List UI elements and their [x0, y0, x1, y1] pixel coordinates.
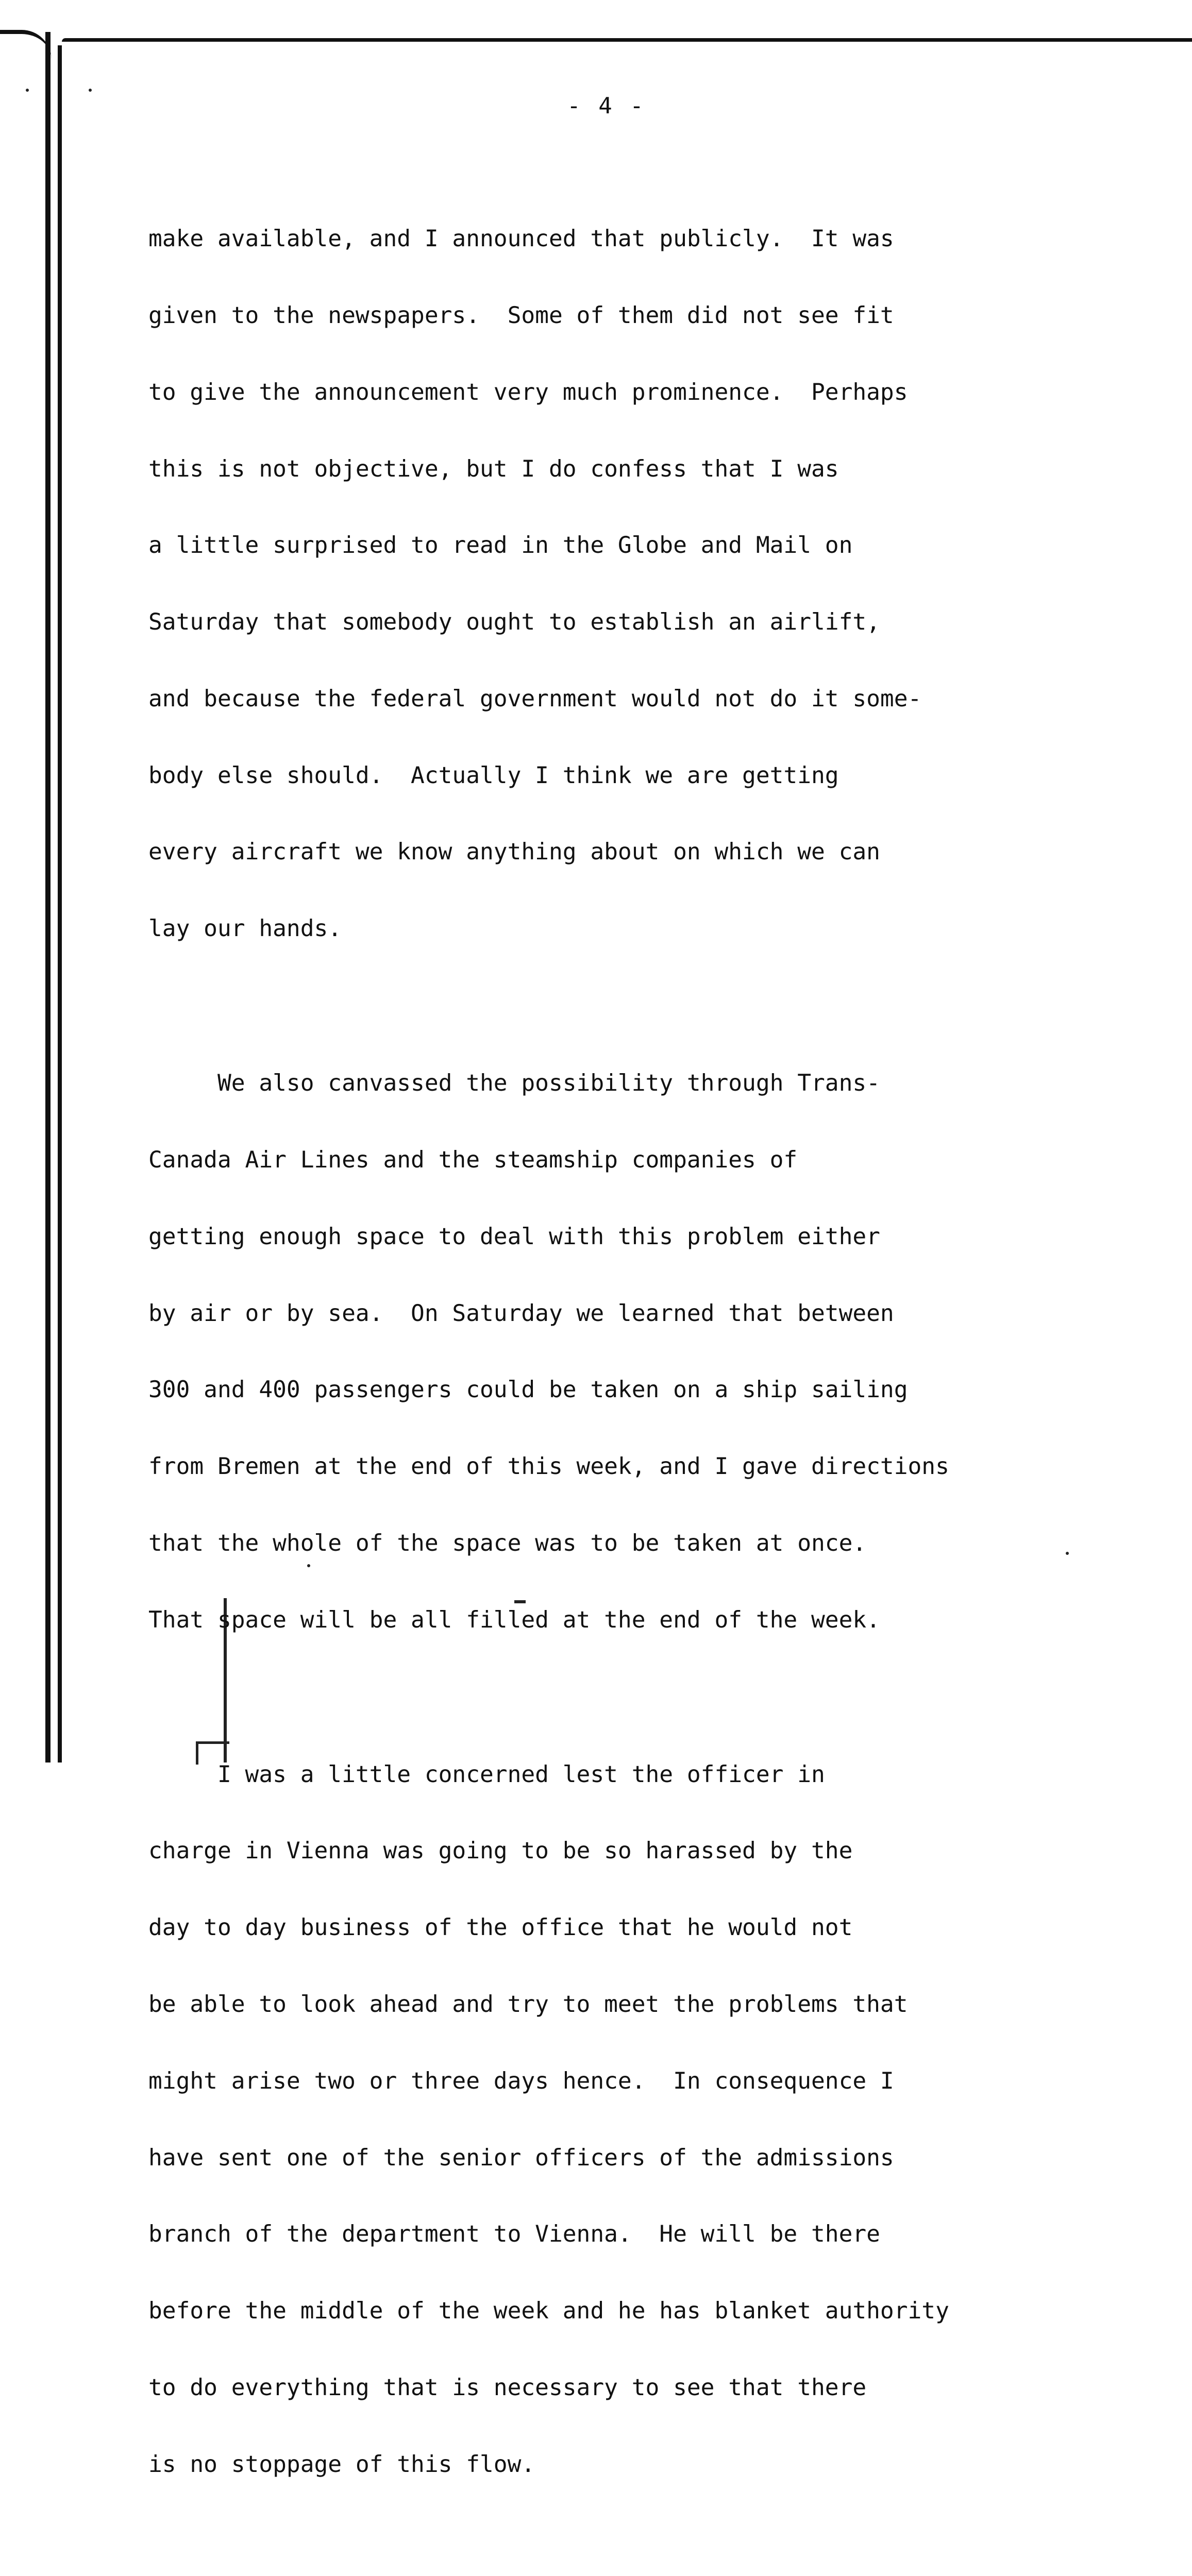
- text-line: lay our hands.: [148, 916, 342, 942]
- text-line: charge in Vienna was going to be so harassed by the: [148, 1838, 853, 1865]
- paragraph: [148, 2555, 1159, 2576]
- text-line: Saturday that somebody ought to establish an airlift,: [148, 609, 880, 636]
- text-line: Canada Air Lines and the steamship companies of: [148, 1146, 798, 1173]
- text-line: I was a little concerned lest the officer in: [148, 1761, 825, 1788]
- document-body: [148, 175, 1159, 2576]
- page-top-border: [62, 38, 1192, 42]
- text-line: is no stoppage of this flow.: [148, 2451, 535, 2478]
- text-line: that the whole of the space was to be taken at once.: [148, 1530, 867, 1556]
- text-line: getting enough space to deal with this problem either: [148, 1223, 880, 1250]
- text-line: every aircraft we know anything about on which we can: [148, 839, 880, 866]
- binder-inner-edge: [58, 45, 62, 1762]
- paragraph: [148, 175, 1159, 993]
- text-line: body else should. Actually I think we are getting: [148, 762, 839, 789]
- text-line: to do everything that is necessary to see that there: [148, 2374, 867, 2401]
- binder-edge: [0, 32, 51, 1762]
- text-line: have sent one of the senior officers of the admissions: [148, 2144, 894, 2171]
- text-line: might arise two or three days hence. In consequence I: [148, 2067, 894, 2094]
- stray-dot: [89, 89, 92, 92]
- text-line: from Bremen at the end of this week, and I gave directions: [148, 1453, 949, 1480]
- text-line: be able to look ahead and try to meet the problems that: [148, 1991, 908, 2018]
- stray-dot: [26, 89, 29, 92]
- text-line: That space will be all filled at the end of the week.: [148, 1606, 880, 1633]
- text-line: 300 and 400 passengers could be taken on a ship sailing: [148, 1377, 908, 1403]
- text-line: day to day business of the office that he would not: [148, 1914, 853, 1941]
- text-line: given to the newspapers. Some of them did not see fit: [148, 302, 894, 329]
- text-line: before the middle of the week and he has blanket authority: [148, 2298, 949, 2325]
- text-line: to give the announcement very much prominence. Perhaps: [148, 379, 908, 405]
- text-line: branch of the department to Vienna. He will be there: [148, 2221, 880, 2248]
- text-line: by air or by sea. On Saturday we learned that between: [148, 1300, 894, 1327]
- text-line: We also canvassed the possibility through Trans-: [148, 1070, 880, 1097]
- page-number: - 4 -: [567, 93, 646, 119]
- text-line: make available, and I announced that publicly. It was: [148, 226, 894, 252]
- text-line: this is not objective, but I do confess that I was: [148, 455, 839, 482]
- paragraph: [148, 1710, 1159, 2528]
- text-line: and because the federal government would not do it some-: [148, 685, 922, 712]
- paragraph: [148, 1020, 1159, 1684]
- text-line: a little surprised to read in the Globe and Mail on: [148, 532, 853, 559]
